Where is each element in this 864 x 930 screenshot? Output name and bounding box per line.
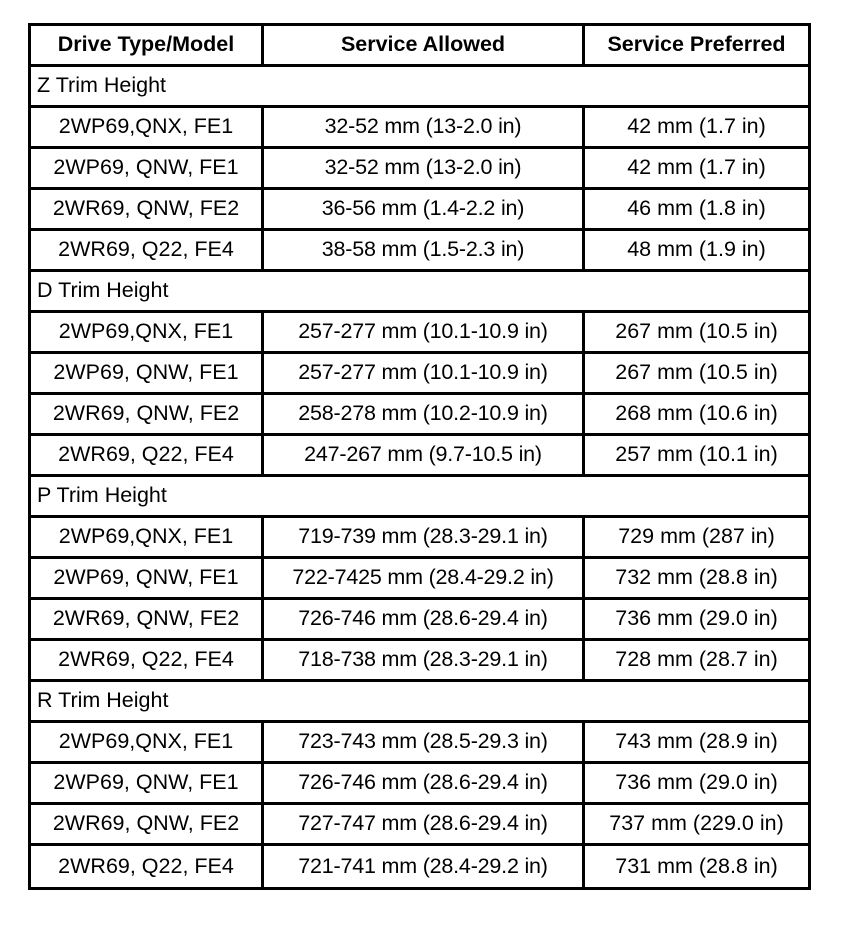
table-row bbox=[31, 846, 808, 887]
service-allowed-cell: 32-52 mm (13-2.0 in) bbox=[264, 149, 585, 190]
table-row bbox=[31, 231, 808, 272]
table-row bbox=[31, 436, 808, 477]
service-preferred-cell: 736 mm (29.0 in) bbox=[585, 600, 808, 641]
service-preferred-cell: 267 mm (10.5 in) bbox=[585, 313, 808, 354]
section-title: R Trim Height bbox=[31, 682, 808, 723]
service-preferred-cell: 48 mm (1.9 in) bbox=[585, 231, 808, 272]
service-allowed-cell: 726-746 mm (28.6-29.4 in) bbox=[264, 764, 585, 805]
service-preferred-cell: 267 mm (10.5 in) bbox=[585, 354, 808, 395]
service-allowed-cell: 723-743 mm (28.5-29.3 in) bbox=[264, 723, 585, 764]
service-preferred-cell: 737 mm (229.0 in) bbox=[585, 805, 808, 846]
section-title: P Trim Height bbox=[31, 477, 808, 518]
drive-model-cell: 2WP69, QNW, FE1 bbox=[31, 559, 264, 600]
drive-model-cell: 2WP69,QNX, FE1 bbox=[31, 723, 264, 764]
service-preferred-cell: 729 mm (287 in) bbox=[585, 518, 808, 559]
section-row bbox=[31, 477, 808, 518]
table-row bbox=[31, 723, 808, 764]
table-row bbox=[31, 805, 808, 846]
drive-model-cell: 2WR69, Q22, FE4 bbox=[31, 846, 264, 887]
header-drive-type-model: Drive Type/Model bbox=[31, 26, 264, 67]
drive-model-cell: 2WP69,QNX, FE1 bbox=[31, 108, 264, 149]
service-preferred-cell: 728 mm (28.7 in) bbox=[585, 641, 808, 682]
service-preferred-cell: 736 mm (29.0 in) bbox=[585, 764, 808, 805]
drive-model-cell: 2WP69, QNW, FE1 bbox=[31, 354, 264, 395]
service-preferred-cell: 268 mm (10.6 in) bbox=[585, 395, 808, 436]
service-allowed-cell: 718-738 mm (28.3-29.1 in) bbox=[264, 641, 585, 682]
service-preferred-cell: 731 mm (28.8 in) bbox=[615, 853, 778, 878]
service-preferred-cell: 42 mm (1.7 in) bbox=[585, 108, 808, 149]
drive-model-cell: 2WP69,QNX, FE1 bbox=[31, 518, 264, 559]
service-allowed-cell: 247-267 mm (9.7-10.5 in) bbox=[264, 436, 585, 477]
header-row bbox=[31, 26, 808, 67]
trim-height-spec-table bbox=[28, 23, 811, 890]
section-row bbox=[31, 682, 808, 723]
service-allowed-cell: 257-277 mm (10.1-10.9 in) bbox=[264, 354, 585, 395]
service-allowed-cell: 32-52 mm (13-2.0 in) bbox=[264, 108, 585, 149]
drive-model-cell: 2WR69, QNW, FE2 bbox=[31, 190, 264, 231]
service-preferred-cell: 743 mm (28.9 in) bbox=[585, 723, 808, 764]
service-allowed-cell: 722-7425 mm (28.4-29.2 in) bbox=[264, 559, 585, 600]
service-allowed-cell: 258-278 mm (10.2-10.9 in) bbox=[264, 395, 585, 436]
service-allowed-cell: 36-56 mm (1.4-2.2 in) bbox=[264, 190, 585, 231]
table-row bbox=[31, 641, 808, 682]
section-title: D Trim Height bbox=[31, 272, 808, 313]
table-row bbox=[31, 395, 808, 436]
service-preferred-cell: 42 mm (1.7 in) bbox=[585, 149, 808, 190]
service-allowed-cell: 726-746 mm (28.6-29.4 in) bbox=[264, 600, 585, 641]
table-row bbox=[31, 149, 808, 190]
drive-model-cell: 2WR69, QNW, FE2 bbox=[31, 805, 264, 846]
section-row bbox=[31, 272, 808, 313]
service-allowed-cell: 38-58 mm (1.5-2.3 in) bbox=[264, 231, 585, 272]
table-row bbox=[31, 108, 808, 149]
section-title: Z Trim Height bbox=[31, 67, 808, 108]
service-allowed-cell: 727-747 mm (28.6-29.4 in) bbox=[264, 805, 585, 846]
service-allowed-cell: 719-739 mm (28.3-29.1 in) bbox=[264, 518, 585, 559]
service-allowed-cell: 721-741 mm (28.4-29.2 in) bbox=[264, 846, 585, 887]
drive-model-cell: 2WP69, QNW, FE1 bbox=[31, 764, 264, 805]
table-row bbox=[31, 313, 808, 354]
section-row bbox=[31, 67, 808, 108]
drive-model-cell: 2WP69,QNX, FE1 bbox=[31, 313, 264, 354]
table-row bbox=[31, 559, 808, 600]
service-allowed-cell: 257-277 mm (10.1-10.9 in) bbox=[264, 313, 585, 354]
drive-model-cell: 2WP69, QNW, FE1 bbox=[31, 149, 264, 190]
drive-model-cell: 2WR69, Q22, FE4 bbox=[31, 436, 264, 477]
table-row bbox=[31, 190, 808, 231]
table-row bbox=[31, 518, 808, 559]
service-preferred-cell: 732 mm (28.8 in) bbox=[585, 559, 808, 600]
table-row bbox=[31, 600, 808, 641]
table-row bbox=[31, 764, 808, 805]
drive-model-cell: 2WR69, QNW, FE2 bbox=[31, 395, 264, 436]
header-service-preferred: Service Preferred bbox=[585, 26, 808, 67]
drive-model-cell: 2WR69, Q22, FE4 bbox=[31, 641, 264, 682]
drive-model-cell: 2WR69, Q22, FE4 bbox=[31, 231, 264, 272]
table-row bbox=[31, 354, 808, 395]
service-preferred-cell: 46 mm (1.8 in) bbox=[585, 190, 808, 231]
header-service-allowed: Service Allowed bbox=[264, 26, 585, 67]
service-preferred-cell: 257 mm (10.1 in) bbox=[585, 436, 808, 477]
drive-model-cell: 2WR69, QNW, FE2 bbox=[31, 600, 264, 641]
